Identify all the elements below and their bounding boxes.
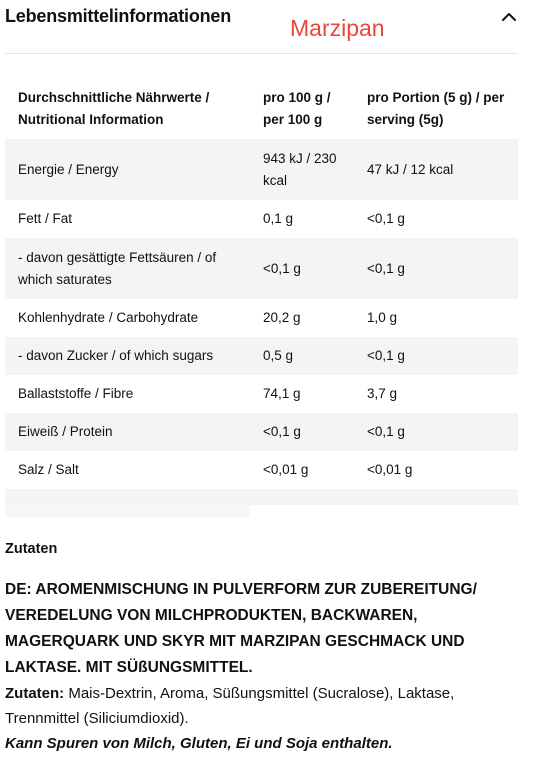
table-row (5, 413, 518, 451)
nutrient-per-100g: 20,2 g (250, 299, 354, 337)
nutrient-per-100g: 0,5 g (250, 337, 354, 375)
ingredients-list (5, 681, 525, 731)
empty-cell (354, 489, 518, 505)
table-header-row (5, 78, 518, 139)
nutrition-table (5, 78, 518, 505)
nutrient-name: - davon gesättigte Fettsäuren / of which saturates (5, 238, 250, 299)
empty-cell (250, 489, 354, 505)
table-scroll-shadow (5, 503, 250, 517)
nutrient-per-serving: <0,01 g (354, 451, 518, 489)
nutrient-name: - davon Zucker / of which sugars (5, 337, 250, 375)
product-description: DE: AROMENMISCHUNG IN PULVERFORM ZUR ZUBEREITUNG/ VEREDELUNG VON MILCHPRODUKTEN, BACKWAREN, MAGERQUARK UND SKYR MIT MARZIPAN GESCHMACK UND LAKTASE. MIT SÜßUNGSMITTEL. (5, 581, 477, 676)
nutrient-per-serving: <0,1 g (354, 337, 518, 375)
allergen-note: Kann Spuren von Milch, Gluten, Ei und Soja enthalten. (5, 735, 393, 752)
table-row (5, 451, 518, 489)
nutrient-per-100g: <0,1 g (250, 238, 354, 299)
nutrient-name: Kohlenhydrate / Carbohydrate (5, 299, 250, 337)
nutrient-name: Salz / Salt (5, 451, 250, 489)
ingredients-heading: Zutaten (5, 541, 58, 557)
table-row (5, 139, 518, 200)
ingredients-list-text: Mais-Dextrin, Aroma, Süßungsmittel (Sucralose), Laktase, Trennmittel (Siliciumdioxid). (5, 685, 455, 727)
table-row (5, 299, 518, 337)
nutrient-name: Fett / Fat (5, 200, 250, 238)
column-header-per-serving: pro Portion (5 g) / per serving (5g) (367, 89, 505, 127)
nutrient-per-100g: <0,1 g (250, 413, 354, 451)
nutrient-per-serving: 47 kJ / 12 kcal (354, 139, 518, 200)
nutrient-per-100g: 943 kJ / 230 kcal (250, 139, 354, 200)
section-title: Lebensmittelinformationen (5, 6, 232, 26)
nutrient-name: Energie / Energy (5, 139, 250, 200)
table-row (5, 337, 518, 375)
flavor-label: Marzipan (290, 15, 385, 41)
table-row (5, 200, 518, 238)
nutrient-name: Eiweiß / Protein (5, 413, 250, 451)
nutrient-per-serving: <0,1 g (354, 413, 518, 451)
nutrient-per-serving: 3,7 g (354, 375, 518, 413)
table-row (5, 375, 518, 413)
nutrient-per-serving: <0,1 g (354, 200, 518, 238)
nutrient-name: Ballaststoffe / Fibre (5, 375, 250, 413)
nutrient-per-100g: 74,1 g (250, 375, 354, 413)
nutrient-per-100g: 0,1 g (250, 200, 354, 238)
nutrient-per-serving: <0,1 g (354, 238, 518, 299)
nutrient-per-serving: 1,0 g (354, 299, 518, 337)
ingredients-list-label: Zutaten: (5, 685, 65, 702)
chevron-up-icon[interactable] (500, 8, 518, 26)
table-row (5, 238, 518, 299)
column-header-per-100g: pro 100 g / per 100 g (263, 89, 331, 127)
column-header-nutrient: Durchschnittliche Nährwerte / Nutritional Information (18, 89, 210, 127)
food-info-header[interactable] (5, 0, 518, 54)
nutrient-per-100g: <0,01 g (250, 451, 354, 489)
